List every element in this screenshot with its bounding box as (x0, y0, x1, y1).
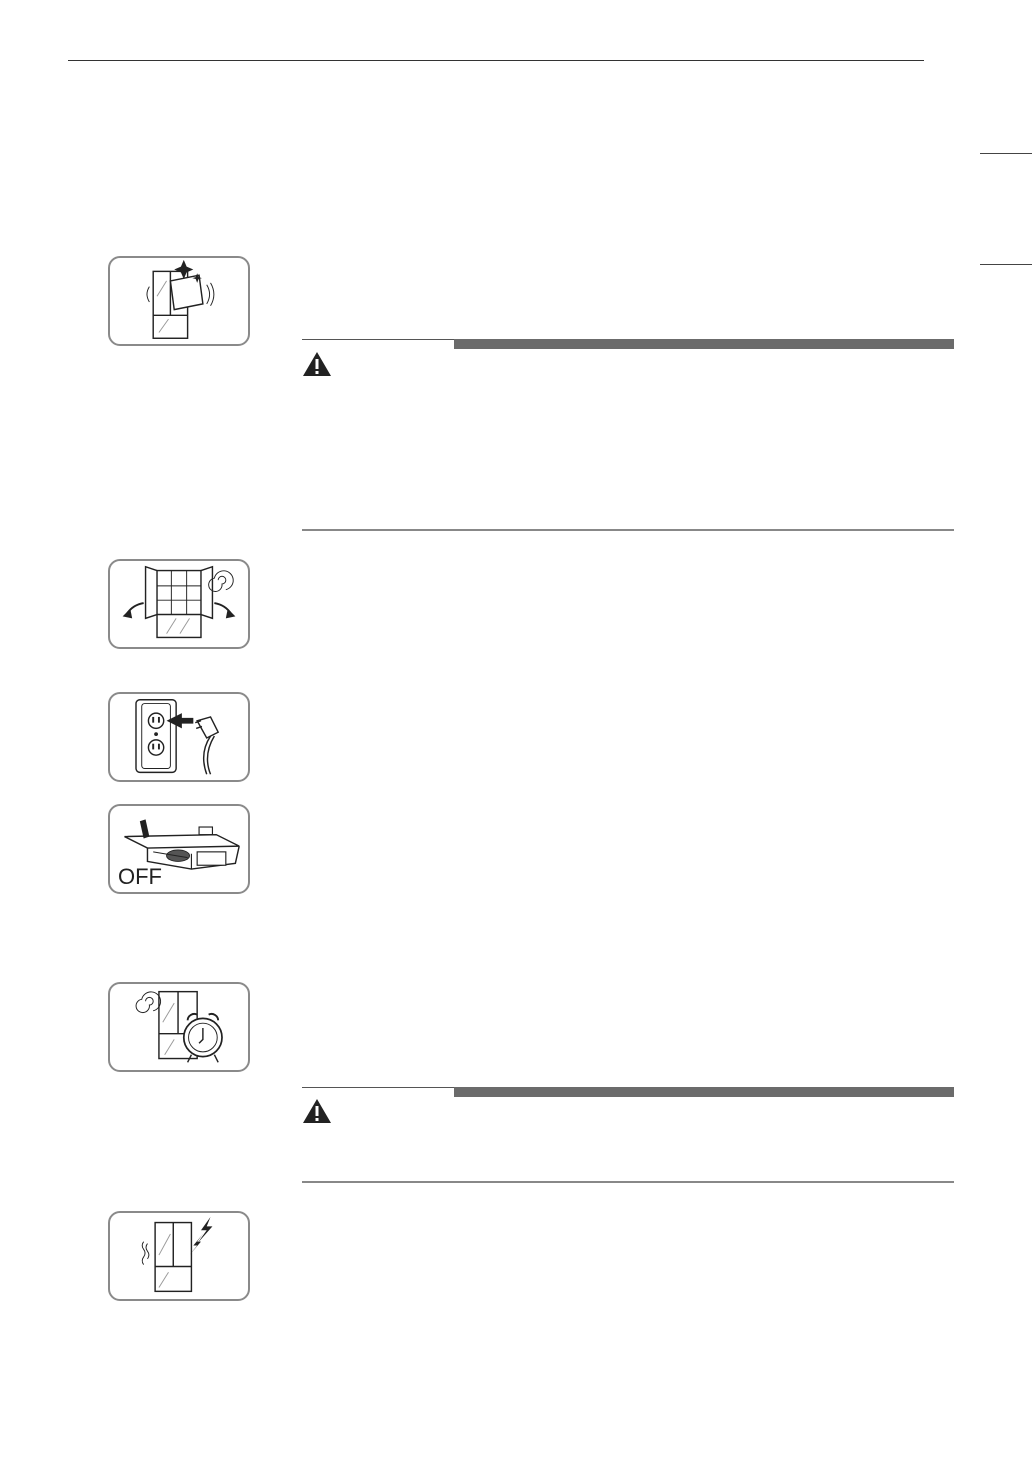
side-tab-mark-top (980, 153, 1032, 154)
warning-header-bar (302, 339, 954, 351)
warning-end-rule-2 (302, 1181, 954, 1183)
ice-maker-off-label: OFF (118, 864, 162, 889)
noise-vibration-icon (108, 1211, 250, 1301)
open-doors-ventilate-icon (108, 559, 250, 649)
warning-triangle-icon-2 (302, 1098, 332, 1124)
header-rule (68, 60, 924, 61)
ice-maker-off-icon (108, 804, 250, 894)
plug-in-outlet-icon (108, 692, 250, 782)
warning-end-rule (302, 529, 954, 531)
warning-header-bar-2 (302, 1087, 954, 1099)
wait-timer-icon (108, 982, 250, 1072)
side-tab-mark-bottom (980, 264, 1032, 265)
cleaning-door-icon (108, 256, 250, 346)
warning-triangle-icon (302, 351, 332, 377)
